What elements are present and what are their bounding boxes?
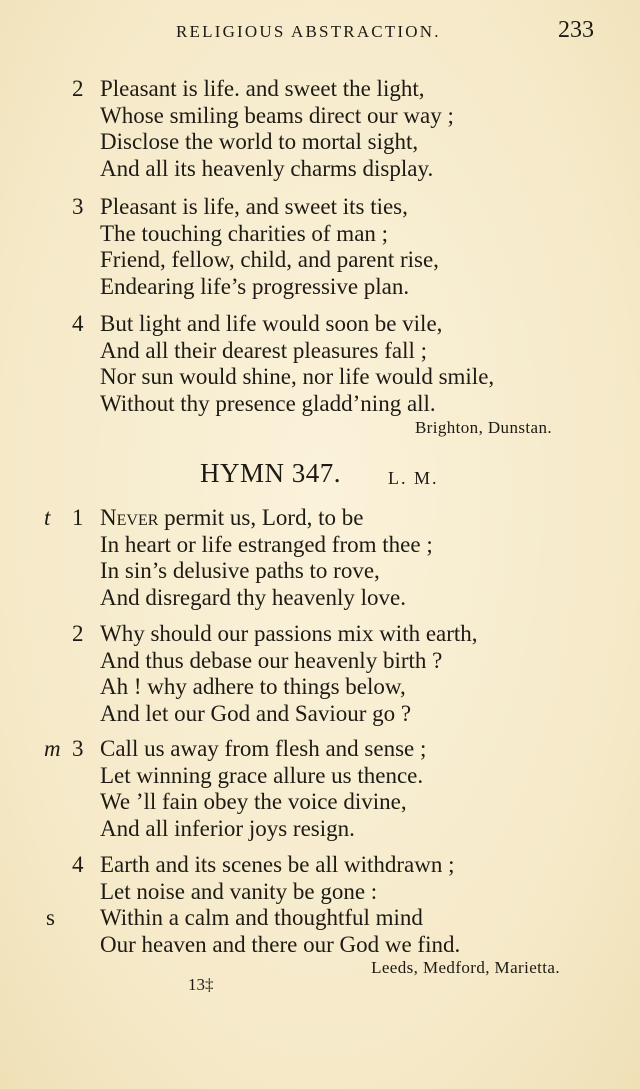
stanza-number: 4	[72, 311, 84, 336]
verse-text: But light and life would soon be vile,	[100, 311, 443, 336]
verse-text: Earth and its scenes be all withdrawn ;	[100, 852, 455, 877]
verse-text: And all inferior joys resign.	[100, 815, 355, 841]
verse-line	[0, 932, 640, 959]
hymn-title: HYMN 347.	[200, 458, 342, 488]
verse-text: And all its heavenly charms display.	[100, 155, 434, 181]
verse-line	[0, 558, 640, 585]
stanza-347-3	[0, 736, 640, 842]
stanza-number: 1	[72, 505, 84, 530]
verse-text: And disregard thy heavenly love.	[100, 584, 406, 610]
verse-line	[0, 816, 640, 843]
running-head: RELIGIOUS ABSTRACTION.	[176, 22, 441, 41]
verse-line	[0, 648, 640, 675]
stanza-number: 2	[72, 76, 84, 101]
verse-text	[100, 505, 363, 532]
verse-line	[0, 156, 640, 183]
verse-text: Pleasant is life, and sweet its ties,	[100, 194, 408, 219]
verse-text: In heart or life estranged from thee ;	[100, 531, 433, 557]
verse-text: Let winning grace allure us thence.	[100, 762, 424, 788]
verse-text: And all their dearest pleasures fall ;	[100, 337, 427, 363]
stanza-number: 3	[72, 736, 84, 761]
verse-text: Call us away from flesh and sense ;	[100, 736, 427, 761]
stanza-number: 2	[72, 621, 84, 646]
verse-text: Without thy presence gladd’ning all.	[100, 390, 436, 416]
verse-line	[0, 103, 640, 130]
verse-line	[0, 311, 640, 338]
verse-text: Our heaven and there our God we find.	[100, 931, 461, 957]
stanza-347-2	[0, 621, 640, 727]
verse-line	[0, 905, 640, 932]
signature-mark: 13‡	[188, 975, 214, 994]
verse-line	[0, 879, 640, 906]
verse-line	[0, 76, 640, 103]
verse-text: Nor sun would shine, nor life would smile,	[100, 364, 495, 390]
verse-text-rest: permit us, Lord, to be	[158, 505, 364, 530]
dynamics-mark: t	[44, 505, 51, 530]
verse-line	[0, 221, 640, 248]
stanza-347-1	[0, 505, 640, 611]
verse-text: Ah ! why adhere to things below,	[100, 674, 406, 700]
stanza-346-3	[0, 194, 640, 300]
verse-line	[0, 674, 640, 701]
verse-line	[0, 129, 640, 156]
verse-text: And thus debase our heavenly birth ?	[100, 647, 443, 673]
verse-line	[0, 736, 640, 763]
stanza-number: 3	[72, 194, 84, 219]
verse-line	[0, 585, 640, 612]
verse-text: Endearing life’s progressive plan.	[100, 273, 410, 299]
verse-line	[0, 621, 640, 648]
verse-text: Disclose the world to mortal sight,	[100, 129, 419, 155]
verse-line	[0, 364, 640, 391]
verse-text: And let our God and Saviour go ?	[100, 700, 412, 726]
verse-text: Whose smiling beams direct our way ;	[100, 102, 454, 128]
hymn-meter: L. M.	[388, 468, 439, 488]
verse-line	[0, 789, 640, 816]
stanza-347-4	[0, 852, 640, 958]
verse-line	[0, 391, 640, 418]
tune-names: Brighton, Dunstan.	[414, 418, 552, 437]
verse-line	[0, 194, 640, 221]
verse-line	[0, 505, 640, 532]
page-number: 233	[558, 17, 594, 43]
verse-text: Pleasant is life. and sweet the light,	[100, 76, 425, 101]
verse-text: The touching charities of man ;	[100, 220, 389, 246]
first-word: Never	[100, 505, 159, 530]
verse-line	[0, 338, 640, 365]
stanza-346-2	[0, 76, 640, 182]
verse-line	[0, 247, 640, 274]
stanza-346-4	[0, 311, 640, 417]
verse-text: Friend, fellow, child, and parent rise,	[100, 247, 439, 273]
verse-text: Let noise and vanity be gone :	[100, 878, 378, 904]
verse-line	[0, 763, 640, 790]
verse-text: Within a calm and thoughtful mind	[100, 905, 423, 931]
dynamics-mark: s	[46, 905, 55, 931]
dynamics-mark: m	[44, 736, 61, 761]
verse-line	[0, 532, 640, 559]
stanza-number: 4	[72, 852, 84, 877]
verse-text: In sin’s delusive paths to rove,	[100, 558, 380, 584]
verse-line	[0, 274, 640, 301]
verse-line	[0, 852, 640, 879]
verse-line	[0, 701, 640, 728]
verse-text: We ’ll fain obey the voice divine,	[100, 789, 407, 815]
tune-names: Leeds, Medford, Marietta.	[371, 958, 560, 977]
verse-text: Why should our passions mix with earth,	[100, 621, 478, 646]
